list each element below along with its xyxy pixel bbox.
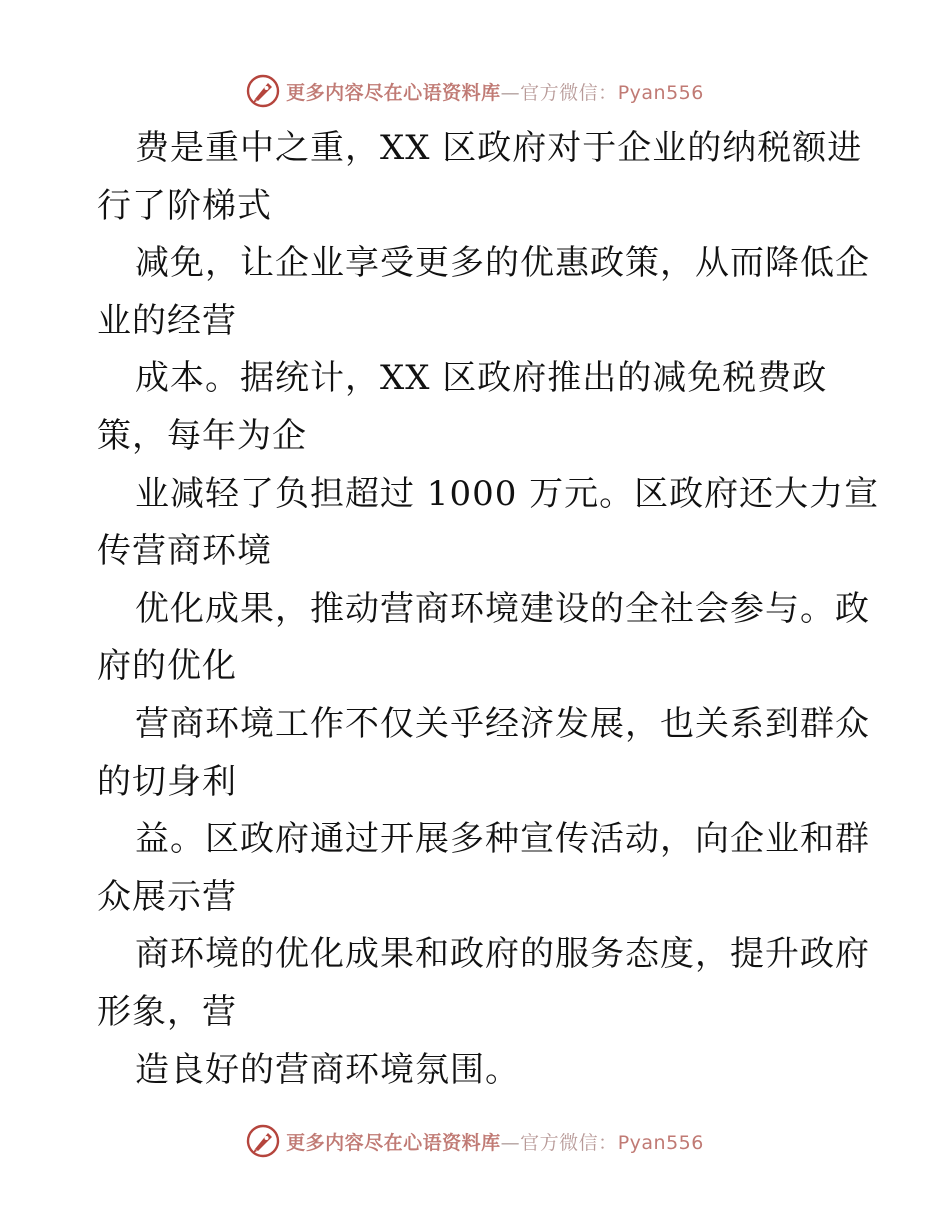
body-line: 行了阶梯式: [97, 185, 272, 226]
header-wechat-id: Pyan556: [617, 81, 704, 104]
document-body: [97, 120, 880, 1099]
body-line: 减免，让企业享受更多的优惠政策，从而降低企: [135, 243, 870, 284]
body-line: 费是重中之重，XX 区政府对于企业的纳税额进: [135, 128, 863, 168]
body-line: 传营商环境: [97, 531, 272, 572]
body-line: 造良好的营商环境氛围。: [135, 1049, 520, 1090]
body-line: 业的经营: [97, 300, 237, 341]
body-line: 成本。据统计，XX 区政府推出的减免税费政: [135, 358, 828, 399]
body-line: 众展示营: [97, 876, 237, 917]
body-line: 的切身利: [97, 761, 237, 802]
footer-wechat-label: 官方微信：: [520, 1131, 618, 1154]
header-watermark: [0, 71, 950, 111]
body-line: 营商环境工作不仅关乎经济发展，也关系到群众: [135, 703, 870, 744]
header-brand-text: 更多内容尽在心语资料库: [286, 81, 501, 104]
body-line: 益。区政府通过开展多种宣传活动，向企业和群: [135, 819, 870, 860]
body-line: 策，每年为企: [97, 415, 307, 456]
footer-watermark-text: [286, 1128, 704, 1155]
footer-watermark: [0, 1121, 950, 1161]
body-line: 府的优化: [97, 646, 237, 687]
body-line: 业减轻了负担超过 1000 万元。区政府还大力宣: [135, 473, 880, 514]
body-line: 形象，营: [97, 991, 237, 1032]
footer-watermark-inner: [246, 1124, 704, 1158]
header-separator: —: [500, 81, 521, 104]
pen-nib-logo-icon: [246, 74, 280, 108]
footer-brand-text: 更多内容尽在心语资料库: [286, 1131, 501, 1154]
pen-nib-logo-icon: [246, 1124, 280, 1158]
header-wechat-label: 官方微信：: [520, 81, 618, 104]
header-watermark-text: [286, 78, 704, 105]
footer-separator: —: [500, 1131, 521, 1154]
body-line: 优化成果，推动营商环境建设的全社会参与。政: [135, 588, 870, 629]
body-line: 商环境的优化成果和政府的服务态度，提升政府: [135, 934, 870, 975]
footer-wechat-id: Pyan556: [617, 1131, 704, 1154]
header-watermark-inner: [246, 74, 704, 108]
